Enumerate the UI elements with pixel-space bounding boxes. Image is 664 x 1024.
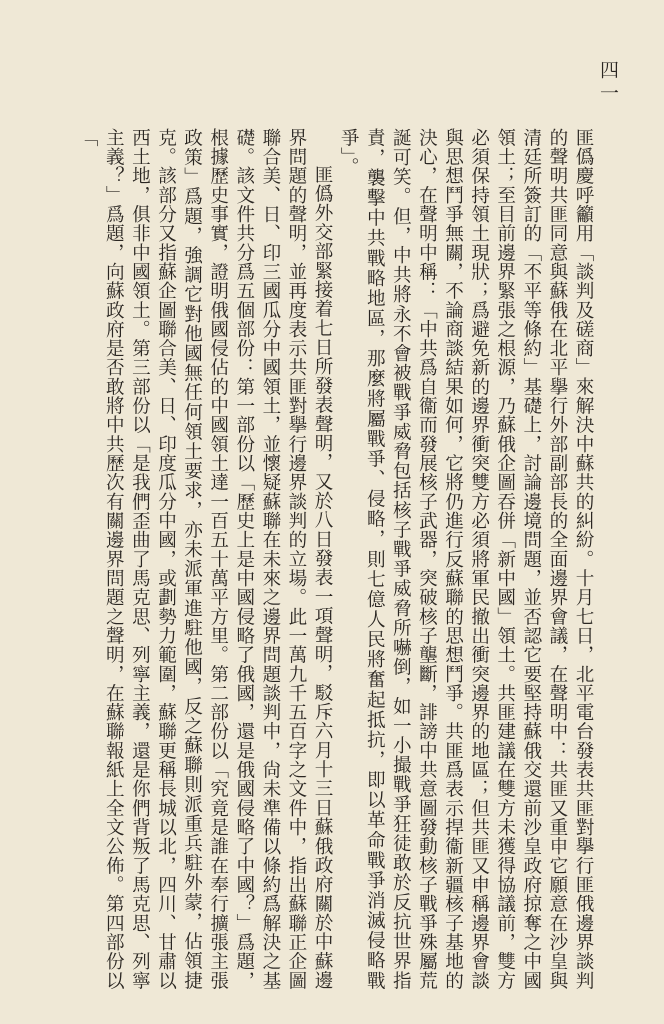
document-body (77, 128, 596, 990)
page-number: 四一 (597, 60, 619, 106)
paragraph-1: 匪僞慶呼籲用「談判及磋商」來解決中蘇共的糾紛。十月七日，北平電台發表共匪對擧行匪俄邊界談判的聲明共匪同意與蘇俄在北平擧行外部副部長的全面邊界會議，在聲明中：共匪又重申它願意在沙皇與清廷所簽訂的「不平等條約」基礎上，討論邊境問題，並否認它要堅持蘇俄交還前沙皇政府掠奪之中國領土；至目前邊界緊張之根源，乃蘇俄企圖吞併「新中國」領土。共匪建議在雙方未獲得協議前，雙方必須保持領土現狀；爲避免新的邊界衝突雙方必須將軍民撤出衝突邊界的地區；但共匪又申稱邊界會談與思想鬥爭無關，不論商談結果如何，它將仍進行反蘇聯的思想鬥爭。共匪爲表示捍衞新疆核子基地的決心，在聲明中稱：「中共爲自衞而發展核子武器，突破核子壟斷，誹謗中共意圖發動核子戰爭殊屬荒誕可笑。但，中共將永不會被戰爭威脅包括核子戰爭威脅所嚇倒，如一小撮戰爭狂徒敢於反抗世界指責，襲擊中共戰略地區，那麼將屬戰爭、侵略，則七億人民將奮起抵抗，即以革命戰爭消滅侵略戰爭」。 (338, 128, 594, 990)
paragraph-2: 匪僞外交部緊接着七日所發表聲明，又於八日發表一項聲明，駁斥六月十三日蘇俄政府關於中蘇邊界問題的聲明，並再度表示共匪對擧行邊界談判的立場。此一萬九千五百字之文件中，指出蘇聯正企圖聯合美、日、印三國瓜分中國領土，並懷疑蘇聯在未來之邊界問題談判中，尙未準備以條約爲解決之基礎。該文件共分爲五個部份：第一部份以「歷史上是中國侵略了俄國，還是俄國侵略了中國？」爲題，根據歷史事實，證明俄國侵佔的中國領土達一百五十萬平方里。第二部份以「究竟是誰在奉行擴張主張政策」爲題，強調它對他國無任何領土要求，亦未派軍進駐他國，反之蘇聯則派重兵駐外蒙，佔領捷克。該部分又指蘇企圖聯合美、日、印度瓜分中國，或劃勢力範圍，蘇聯更稱長城以北，四川、甘肅以西土地，俱非中國領土。第三部份以「是我們歪曲了馬克思、列寧主義，還是你們背叛了馬克思、列寧主義？」爲題，向蘇政府是否敢將中共歷次有關邊界問題之聲明，在蘇聯報紙上全文公佈。第四部份以「 (77, 128, 334, 990)
